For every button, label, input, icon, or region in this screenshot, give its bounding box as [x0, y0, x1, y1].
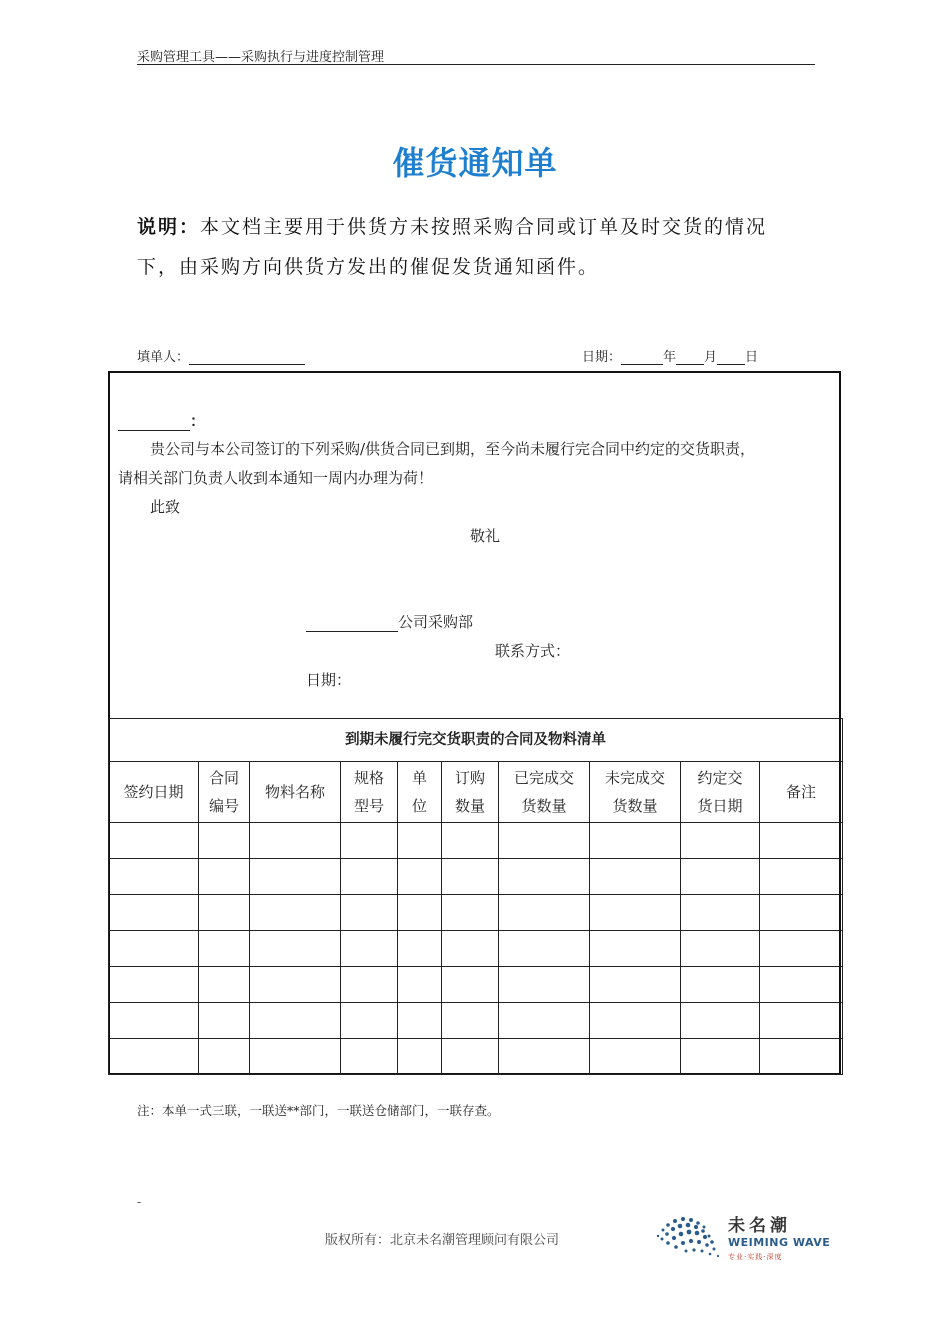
brand-name-en: WEIMING WAVE — [728, 1236, 831, 1249]
column-header — [199, 762, 250, 823]
column-header-line-1: 单 — [411, 769, 427, 787]
table-cell[interactable] — [590, 823, 681, 859]
table-cell[interactable] — [681, 895, 760, 931]
table-cell[interactable] — [199, 967, 250, 1003]
intro-line-1: 本文档主要用于供货方未按照采购合同或订单及时交货的情况 — [200, 216, 768, 238]
letter-body-line-2: 请相关部门负责人收到本通知一周内办理为荷！ — [118, 469, 434, 487]
column-header-line-2: 位 — [411, 797, 427, 815]
table-cell[interactable] — [341, 1039, 398, 1075]
table-cell[interactable] — [199, 931, 250, 967]
table-cell[interactable] — [398, 1039, 442, 1075]
column-header-line-1: 规格 — [353, 769, 384, 787]
column-header-line-2: 编号 — [208, 797, 239, 815]
filler-label: 填单人： — [137, 350, 190, 365]
table-cell[interactable] — [590, 1039, 681, 1075]
date-label: 日期： — [582, 350, 622, 365]
column-header-line-1: 物料名称 — [264, 783, 325, 801]
column-header-line-1: 未完成交 — [604, 769, 665, 787]
table-cell[interactable] — [341, 1003, 398, 1039]
letter-date-label: 日期： — [306, 671, 352, 689]
filler-blank[interactable] — [189, 350, 305, 365]
table-cell[interactable] — [442, 1003, 499, 1039]
dept-label: 公司采购部 — [398, 613, 474, 631]
table-cell[interactable] — [681, 1003, 760, 1039]
table-cell[interactable] — [681, 931, 760, 967]
table-cell[interactable] — [109, 1003, 199, 1039]
table-cell[interactable] — [760, 895, 843, 931]
contact-label: 联系方式： — [495, 642, 571, 660]
table-header-row — [109, 762, 843, 823]
table-cell[interactable] — [199, 1039, 250, 1075]
filler-field — [137, 346, 305, 365]
day-label: 日 — [745, 350, 759, 365]
column-header — [109, 762, 199, 823]
table-cell[interactable] — [442, 1039, 499, 1075]
wave-logo-icon — [648, 1206, 726, 1262]
table-cell[interactable] — [341, 895, 398, 931]
table-cell[interactable] — [499, 931, 590, 967]
page-marker: - — [137, 1195, 142, 1209]
table-cell[interactable] — [341, 967, 398, 1003]
column-header-line-1: 约定交 — [697, 769, 743, 787]
table-cell[interactable] — [250, 895, 341, 931]
table-cell[interactable] — [109, 823, 199, 859]
intro-label: 说明： — [137, 216, 201, 238]
copyright-text: 版权所有：北京未名潮管理顾问有限公司 — [324, 1233, 559, 1248]
year-label: 年 — [663, 350, 677, 365]
table-cell[interactable] — [499, 1003, 590, 1039]
table-row — [109, 967, 843, 1003]
supplier-name-blank[interactable] — [118, 414, 190, 431]
table-cell[interactable] — [250, 1039, 341, 1075]
brand-name-cn: 未名潮 — [728, 1216, 791, 1236]
table-cell[interactable] — [398, 895, 442, 931]
company-name-blank[interactable] — [306, 615, 398, 632]
table-cell[interactable] — [442, 859, 499, 895]
salutation — [118, 410, 205, 431]
table-cell[interactable] — [109, 931, 199, 967]
table-cell[interactable] — [109, 895, 199, 931]
table-cell[interactable] — [590, 895, 681, 931]
page-title: 催货通知单 — [392, 144, 558, 182]
letter-body-line-1: 贵公司与本公司签订的下列采购/供货合同已到期，至今尚未履行完合同中约定的交货职责， — [150, 440, 756, 458]
table-cell[interactable] — [590, 859, 681, 895]
month-label: 月 — [704, 350, 718, 365]
table-cell[interactable] — [760, 1039, 843, 1075]
table-cell[interactable] — [398, 859, 442, 895]
table-cell[interactable] — [250, 1003, 341, 1039]
table-cell[interactable] — [109, 859, 199, 895]
salutation-colon: ： — [190, 412, 206, 430]
table-row — [109, 859, 843, 895]
footnote: 注：本单一式三联，一联送**部门，一联送仓储部门，一联存查。 — [137, 1103, 500, 1118]
letter-closing-1: 此致 — [150, 498, 181, 516]
table-cell[interactable] — [442, 895, 499, 931]
table-cell[interactable] — [109, 1039, 199, 1075]
table-cell[interactable] — [760, 859, 843, 895]
column-header-line-1: 备注 — [786, 783, 817, 801]
table-cell[interactable] — [199, 895, 250, 931]
table-cell[interactable] — [250, 859, 341, 895]
header-divider — [137, 64, 815, 65]
column-header-line-1: 已完成交 — [513, 769, 574, 787]
column-header — [499, 762, 590, 823]
page-header-text: 采购管理工具——采购执行与进度控制管理 — [137, 50, 385, 65]
column-header-line-2: 货日期 — [697, 797, 743, 815]
date-field — [582, 346, 758, 365]
column-header-line-2: 型号 — [353, 797, 384, 815]
table-cell[interactable] — [199, 1003, 250, 1039]
table-row — [109, 1039, 843, 1075]
table-cell[interactable] — [760, 1003, 843, 1039]
table-row — [109, 823, 843, 859]
letter-closing-2: 敬礼 — [470, 527, 501, 545]
table-cell[interactable] — [760, 931, 843, 967]
column-header — [250, 762, 341, 823]
table-cell[interactable] — [499, 895, 590, 931]
table-cell[interactable] — [499, 1039, 590, 1075]
table-cell[interactable] — [442, 931, 499, 967]
month-blank[interactable] — [676, 350, 704, 365]
table-row — [109, 931, 843, 967]
column-header — [398, 762, 442, 823]
table-cell[interactable] — [341, 859, 398, 895]
table-cell[interactable] — [250, 823, 341, 859]
table-cell[interactable] — [681, 1039, 760, 1075]
materials-table — [108, 718, 843, 1075]
table-cell[interactable] — [681, 859, 760, 895]
column-header-line-2: 货数量 — [521, 797, 567, 815]
table-cell[interactable] — [398, 967, 442, 1003]
column-header-line-1: 签约日期 — [123, 783, 184, 801]
year-blank[interactable] — [621, 350, 663, 365]
intro-paragraph — [137, 207, 827, 287]
table-cell[interactable] — [250, 931, 341, 967]
table-cell[interactable] — [442, 967, 499, 1003]
column-header — [681, 762, 760, 823]
table-caption: 到期未履行完交货职责的合同及物料清单 — [109, 719, 843, 762]
column-header — [760, 762, 843, 823]
brand-tagline: 专业·实践·深度 — [728, 1253, 783, 1261]
table-cell[interactable] — [499, 823, 590, 859]
table-cell[interactable] — [398, 931, 442, 967]
table-cell[interactable] — [442, 823, 499, 859]
column-header-line-2: 数量 — [454, 797, 485, 815]
column-header-line-1: 合同 — [208, 769, 239, 787]
table-cell[interactable] — [760, 967, 843, 1003]
table-cell[interactable] — [398, 1003, 442, 1039]
table-row — [109, 1003, 843, 1039]
table-cell[interactable] — [499, 859, 590, 895]
column-header — [590, 762, 681, 823]
table-cell[interactable] — [199, 823, 250, 859]
table-cell[interactable] — [760, 823, 843, 859]
table-cell[interactable] — [341, 823, 398, 859]
column-header-line-1: 订购 — [454, 769, 485, 787]
table-cell[interactable] — [681, 823, 760, 859]
table-cell[interactable] — [199, 859, 250, 895]
day-blank[interactable] — [717, 350, 745, 365]
table-cell[interactable] — [341, 931, 398, 967]
column-header — [341, 762, 398, 823]
column-header — [442, 762, 499, 823]
table-cell[interactable] — [250, 967, 341, 1003]
table-cell[interactable] — [681, 967, 760, 1003]
sender-dept — [306, 611, 473, 632]
table-cell[interactable] — [398, 823, 442, 859]
table-cell[interactable] — [590, 967, 681, 1003]
table-cell[interactable] — [499, 967, 590, 1003]
intro-line-2: 下，由采购方向供货方发出的催促发货通知函件。 — [137, 256, 600, 278]
table-cell[interactable] — [590, 1003, 681, 1039]
table-row — [109, 895, 843, 931]
table-cell[interactable] — [109, 967, 199, 1003]
table-cell[interactable] — [590, 931, 681, 967]
column-header-line-2: 货数量 — [612, 797, 658, 815]
